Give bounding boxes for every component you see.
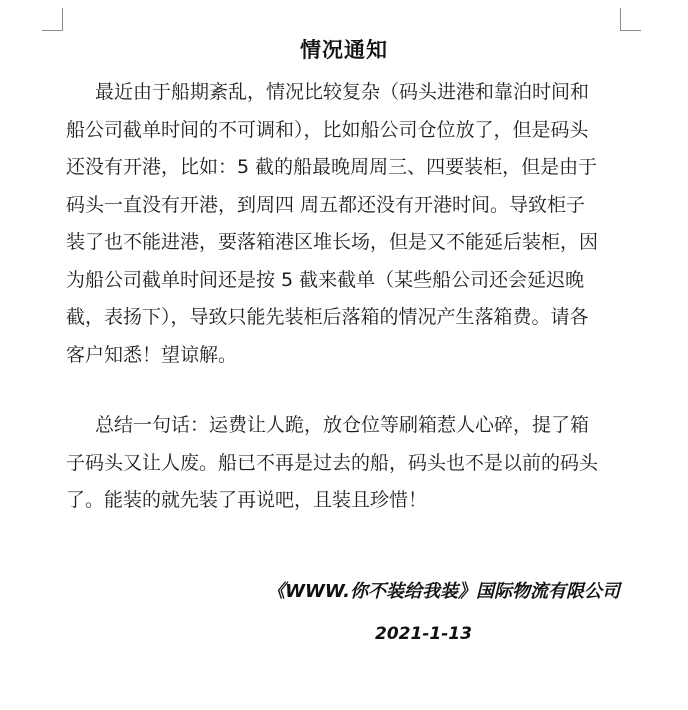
paragraph-line: 客户知悉！望谅解。: [66, 343, 238, 366]
paragraph-line: 为船公司截单时间还是按 5 截来截单（某些船公司还会延迟晚: [66, 268, 585, 291]
paragraph-line: 装了也不能进港，要落箱港区堆长场，但是又不能延后装柜，因: [66, 231, 599, 253]
paragraph-line: 子码头又让人废。船已不再是过去的船，码头也不是以前的码头: [66, 451, 599, 474]
paragraph-line: 截，表扬下），导致只能先装柜后落箱的情况产生落箱费。请各: [66, 306, 589, 328]
signature-date: 2021-1-13: [375, 624, 472, 644]
crop-mark-top-left: [42, 8, 63, 31]
paragraph-notice: [66, 74, 626, 374]
paragraph-line: 总结一句话：运费让人跪，放仓位等刷箱惹人心碎，提了箱: [95, 414, 590, 436]
company-signature: 《WWW.你不装给我装》国际物流有限公司: [267, 581, 620, 602]
paragraph-line: 了。能装的就先装了再说吧，且装且珍惜！: [66, 489, 428, 511]
document-title: 情况通知: [300, 38, 388, 62]
paragraph-line: 码头一直没有开港，到周四 周五都还没有开港时间。导致柜子: [66, 193, 586, 216]
paragraph-line: 船公司截单时间的不可调和），比如船公司仓位放了，但是码头: [66, 118, 589, 141]
paragraph-line: 还没有开港，比如：5 截的船最晚周周三、四要装柜，但是由于: [66, 156, 598, 178]
paragraph-summary: [66, 407, 626, 520]
crop-mark-top-right: [620, 8, 641, 31]
paragraph-line: 最近由于船期紊乱，情况比较复杂（码头进港和靠泊时间和: [95, 81, 590, 103]
